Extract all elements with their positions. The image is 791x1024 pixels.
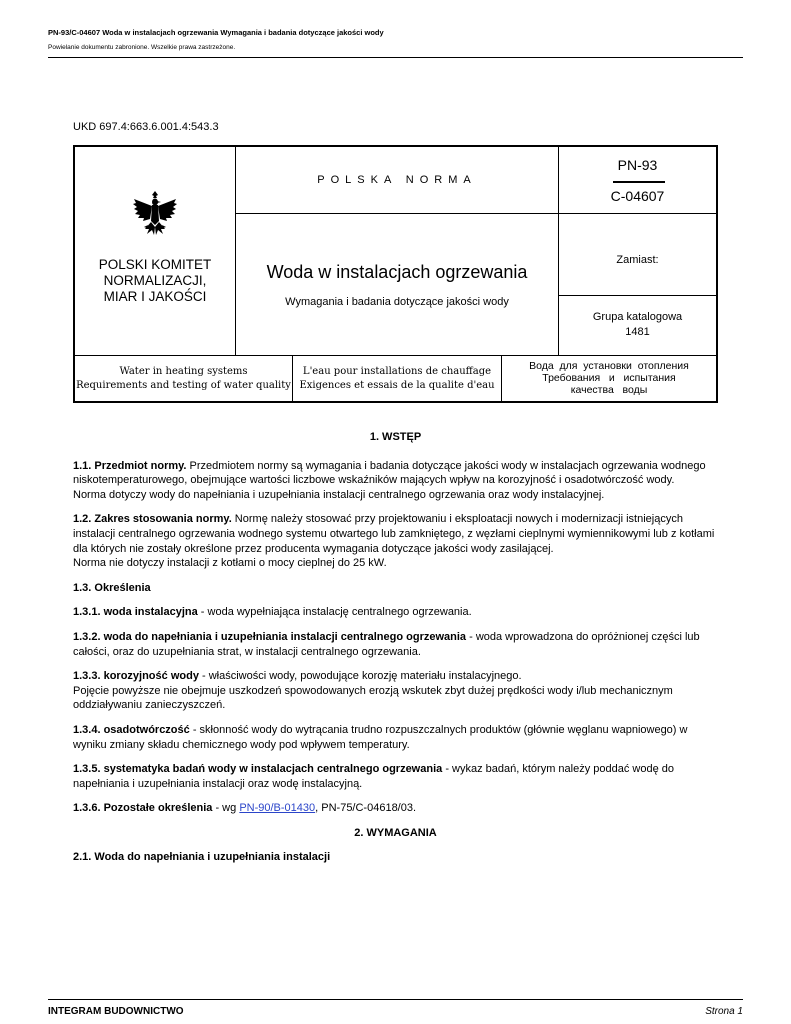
standard-title: Woda w instalacjach ogrzewania [266,262,528,282]
paragraph-heading: 1.1. Przedmiot normy. [73,459,187,472]
paragraph-heading: 2.1. Woda do napełniania i uzupełniania instalacji [73,851,331,864]
french-subtitle: Exigences et essais de la qualite d'eau [299,380,495,391]
english-title-cell [75,355,293,401]
paragraph-text: Normę należy stosować przy projektowaniu i eksploatacji nowych i modernizacji istniejących instalacji centralnego ogrzewania wodnego systemu otwartego lub zamkniętego, z węzłami cieplnymi wymiennikowymi lub z kotłami dla których nie zostały określone przez producenta wymagania dotyczące jakości wody zasilającej. [73,513,715,555]
polish-eagle-emblem-icon [130,189,180,239]
definition-text: - skłonność wody do wytrącania trudno rozpuszczalnych produktów (głównie węglanu wapniowego) w wyniku zmiany składu chemicznego wody pod wpływem temperatury. [73,723,688,751]
header-divider [48,57,743,58]
committee-line: POLSKI KOMITET [98,257,212,272]
footer-page-number: Strona 1 [705,1006,743,1017]
russian-title: Вода для установки отопления [529,360,689,372]
definition-1-3-3 [73,669,718,684]
definition-term: 1.3.2. woda do napełniania i uzupełniania instalacji centralnego ogrzewania [73,630,467,643]
paragraph-heading: 1.3. Określenia [73,581,151,594]
catalog-group-cell [559,296,716,355]
definition-text: - woda wprowadzona do opróżnionej części lub całości, oraz do uzupełniania strat, w instalacji centralnego ogrzewania. [73,630,700,658]
english-title: Water in heating systems [119,366,248,377]
document-body [73,430,718,865]
replaces-cell: Zamiast: [559,214,716,296]
definition-text: , PN-75/C-04618/03. [315,802,417,815]
section-heading-1-3 [73,581,718,596]
english-subtitle: Requirements and testing of water quality [76,380,291,391]
section-heading-2-1 [73,850,718,865]
russian-subtitle-2: качества воды [570,384,648,396]
paragraph-1-1 [73,459,718,488]
polska-norma-label: POLSKA NORMA [236,147,559,214]
catalog-group-label: Grupa katalogowa [592,311,683,323]
standard-pn: PN-93 [617,157,658,173]
definition-1-3-2 [73,630,718,659]
number-divider [613,181,665,183]
french-title: L'eau pour installations de chauffage [302,366,492,377]
paragraph-heading: 1.2. Zakres stosowania normy. [73,513,232,526]
russian-title-cell [502,355,716,401]
definition-1-3-5 [73,762,718,791]
definition-1-3-1 [73,605,718,620]
committee-line: MIAR I JAKOŚCI [103,289,207,304]
section-heading-1: 1. WSTĘP [369,431,422,443]
definition-text: - wg [212,802,240,815]
paragraph-text: Przedmiotem normy są wymagania i badania dotyczące jakości wody w instalacjach ogrzewania wodnego niskotemperaturowego, obejmujące wartości liczbowe wskaźników mających wpływ na korozyjność i osadotwórczość wody. [73,459,706,487]
standard-number: C-04607 [610,188,665,204]
committee-line: NORMALIZACJI, [103,273,207,288]
definition-term: 1.3.6. Pozostałe określenia [73,802,213,815]
footer-divider [48,999,743,1000]
copyright-notice: Powielanie dokumentu zabronione. Wszelkie prawa zastrzeżone. [48,44,236,51]
definition-1-3-4 [73,723,718,752]
definition-term: 1.3.5. systematyka badań wody w instalacjach centralnego ogrzewania [73,763,443,776]
standard-title-cell [236,214,559,355]
french-title-cell [293,355,502,401]
definition-1-3-6 [73,801,718,816]
standard-subtitle: Wymagania i badania dotyczące jakości wody [285,296,509,308]
paragraph-1-2-note: Norma nie dotyczy instalacji z kotłami o mocy cieplnej do 25 kW. [73,557,387,570]
standard-title-block [73,145,718,403]
definition-term: 1.3.1. woda instalacyjna [73,606,198,619]
definition-1-3-3-note: Pojęcie powyższe nie obejmuje uszkodzeń spowodowanych erozją wskutek zbyt dużej prędkości wody i/lub mechanicznym oddziaływaniu zanieczyszczeń. [73,684,673,712]
definition-text: - wykaz badań, którym należy poddać wodę do napełniania i uzupełniania instalacji oraz wodę instalacyjną. [73,763,675,790]
committee-cell [75,147,236,355]
footer-publisher: INTEGRAM BUDOWNICTWO [48,1006,184,1017]
section-heading-2: 2. WYMAGANIA [354,826,437,839]
definition-text: - właściwości wody, powodujące korozję materiału instalacyjnego. [198,670,522,683]
committee-name [80,257,230,305]
document-header-title: PN-93/C-04607 Woda w instalacjach ogrzewania Wymagania i badania dotyczące jakości wody [48,28,384,37]
definition-term: 1.3.3. korozyjność wody [73,670,199,683]
definition-text: - woda wypełniająca instalację centralnego ogrzewania. [197,606,472,619]
paragraph-1-1-note: Norma dotyczy wody do napełniania i uzupełniania instalacji centralnego ogrzewania oraz wody instalacyjnej. [73,488,605,501]
ukd-classification: UKD 697.4:663.6.001.4:543.3 [73,121,219,133]
catalog-group-value: 1481 [625,326,650,338]
definition-term: 1.3.4. osadotwórczość [73,723,190,736]
paragraph-1-2 [73,512,718,556]
standard-reference-link[interactable]: PN-90/B-01430 [239,802,316,815]
standard-number-cell [559,147,716,214]
russian-subtitle: Требования и испытания [542,372,676,384]
